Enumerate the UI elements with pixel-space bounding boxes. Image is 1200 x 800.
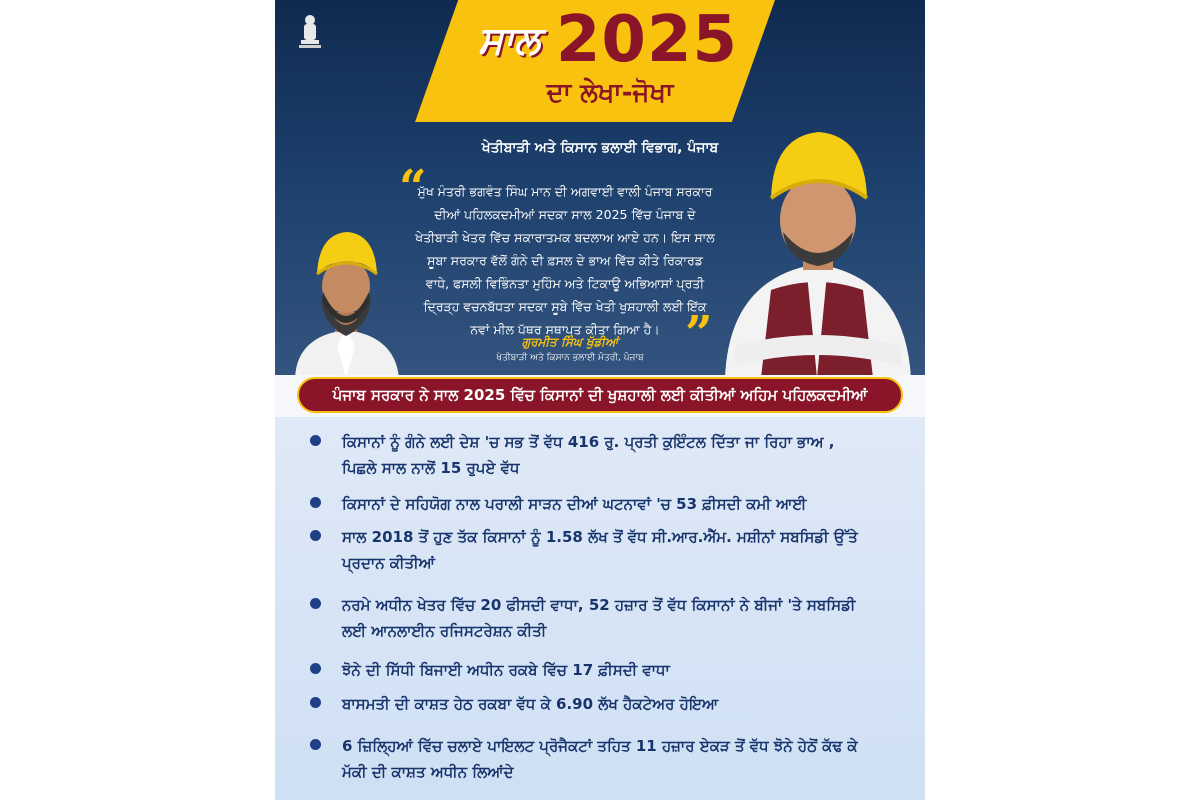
bullet-icon (310, 739, 321, 750)
list-item-text: ਬਾਸਮਤੀ ਦੀ ਕਾਸ਼ਤ ਹੇਠ ਰਕਬਾ ਵੱਧ ਕੇ 6.90 ਲੱਖ ਹੈਕਟੇਅਰ ਹੋਇਆ (342, 695, 719, 713)
bullet-icon (310, 530, 321, 541)
bullet-icon (310, 663, 321, 674)
headline-banner: ਪੰਜਾਬ ਸਰਕਾਰ ਨੇ ਸਾਲ 2025 ਵਿੱਚ ਕਿਸਾਨਾਂ ਦੀ ਖੁਸ਼ਹਾਲੀ ਲਈ ਕੀਤੀਆਂ ਅਹਿਮ ਪਹਿਲਕਦਮੀਆਂ (297, 377, 903, 413)
list-item-text: ਨਰਮੇ ਅਧੀਨ ਖੇਤਰ ਵਿੱਚ 20 ਫੀਸਦੀ ਵਾਧਾ, 52 ਹਜ਼ਾਰ ਤੋਂ ਵੱਧ ਕਿਸਾਨਾਂ ਨੇ ਬੀਜਾਂ 'ਤੇ ਸਬਸਿਡੀ ਲਈ ਆਨਲਾਈਨ ਰਜਿਸਟਰੇਸ਼ਨ ਕੀਤੀ (342, 596, 856, 640)
chief-minister-portrait (715, 128, 920, 378)
bullet-icon (310, 497, 321, 508)
year-title (458, 5, 758, 75)
quote-author: ਗੁਰਮੀਤ ਸਿੰਘ ਖੁੱਡੀਆਂ (521, 335, 619, 349)
government-emblem-icon (295, 12, 325, 52)
quote-open-mark: “ (399, 160, 427, 216)
poster (275, 0, 925, 800)
bullet-icon (310, 697, 321, 708)
bullet-icon (310, 435, 321, 446)
minister-portrait (287, 228, 405, 378)
year-prefix: ਸਾਲ (478, 17, 540, 62)
list-item-text: ਕਿਸਾਨਾਂ ਦੇ ਸਹਿਯੋਗ ਨਾਲ ਪਰਾਲੀ ਸਾੜਨ ਦੀਆਂ ਘਟਨਾਵਾਂ 'ਚ 53 ਫ਼ੀਸਦੀ ਕਮੀ ਆਈ (342, 495, 807, 513)
quote-text: ਮੁੱਖ ਮੰਤਰੀ ਭਗਵੰਤ ਸਿੰਘ ਮਾਨ ਦੀ ਅਗਵਾਈ ਵਾਲੀ ਪੰਜਾਬ ਸਰਕਾਰ ਦੀਆਂ ਪਹਿਲਕਦਮੀਆਂ ਸਦਕਾ ਸਾਲ 2025 ਵਿੱਚ ਪੰਜਾਬ ਦੇ ਖੇਤੀਬਾੜੀ ਖੇਤਰ ਵਿੱਚ ਸਕਾਰਾਤਮਕ ਬਦਲਾਅ ਆਏ ਹਨ। ਇਸ ਸਾਲ ਸੂਬਾ ਸਰਕਾਰ ਵੱਲੋਂ ਗੰਨੇ ਦੀ ਫ਼ਸਲ ਦੇ ਭਾਅ ਵਿੱਚ ਕੀਤੇ ਰਿਕਾਰਡ ਵਾਧੇ, ਫਸਲੀ ਵਿਭਿੰਨਤਾ ਮੁਹਿੰਮ ਅਤੇ ਟਿਕਾਊ ਅਭਿਆਸਾਂ ਪ੍ਰਤੀ ਦ੍ਰਿੜ੍ਹ ਵਚਨਬੱਧਤਾ ਸਦਕਾ ਸੂਬੇ ਵਿੱਚ ਖੇਤੀ ਖੁਸ਼ਹਾਲੀ ਲਈ ਇੱਕ ਨਵਾਂ ਮੀਲ ਪੱਥਰ ਸਥਾਪਤ ਕੀਤਾ ਗਿਆ ਹੈ। (415, 184, 715, 337)
list-item-text: ਸਾਲ 2018 ਤੋਂ ਹੁਣ ਤੱਕ ਕਿਸਾਨਾਂ ਨੂੰ 1.58 ਲੱਖ ਤੋਂ ਵੱਧ ਸੀ.ਆਰ.ਐੱਮ. ਮਸ਼ੀਨਾਂ ਸਬਸਿਡੀ ਉੱਤੇ ਪ੍ਰਦਾਨ ਕੀਤੀਆਂ (342, 528, 858, 572)
list-item-text: 6 ਜ਼ਿਲ੍ਹਿਆਂ ਵਿੱਚ ਚਲਾਏ ਪਾਇਲਟ ਪ੍ਰੋਜੈਕਟਾਂ ਤਹਿਤ 11 ਹਜ਼ਾਰ ਏਕੜ ਤੋਂ ਵੱਧ ਝੋਨੇ ਹੇਠੋਂ ਕੱਢ ਕੇ ਮੱਕੀ ਦੀ ਕਾਸ਼ਤ ਅਧੀਨ ਲਿਆਂਦੇ (342, 737, 858, 781)
initiatives-section (275, 417, 925, 800)
year-number: 2025 (555, 3, 738, 77)
header-section (275, 0, 925, 385)
department-name: ਖੇਤੀਬਾੜੀ ਅਤੇ ਕਿਸਾਨ ਭਲਾਈ ਵਿਭਾਗ, ਪੰਜਾਬ (481, 140, 719, 156)
list-item-text: ਝੋਨੇ ਦੀ ਸਿੱਧੀ ਬਿਜਾਈ ਅਧੀਨ ਰਕਬੇ ਵਿੱਚ 17 ਫ਼ੀਸਦੀ ਵਾਧਾ (342, 661, 670, 679)
quote-author-title: ਖੇਤੀਬਾੜੀ ਅਤੇ ਕਿਸਾਨ ਭਲਾਈ ਮੰਤਰੀ, ਪੰਜਾਬ (496, 353, 644, 363)
bullet-icon (310, 598, 321, 609)
banner-subtitle: ਦਾ ਲੇਖਾ-ਜੋਖਾ (546, 78, 674, 108)
quote-close-mark: ” (685, 306, 713, 362)
list-item-text: ਕਿਸਾਨਾਂ ਨੂੰ ਗੰਨੇ ਲਈ ਦੇਸ਼ 'ਚ ਸਭ ਤੋਂ ਵੱਧ 416 ਰੁ. ਪ੍ਰਤੀ ਕੁਇੰਟਲ ਦਿੱਤਾ ਜਾ ਰਿਹਾ ਭਾਅ , ਪਿਛਲੇ ਸਾਲ ਨਾਲੋਂ 15 ਰੁਪਏ ਵੱਧ (342, 433, 835, 477)
